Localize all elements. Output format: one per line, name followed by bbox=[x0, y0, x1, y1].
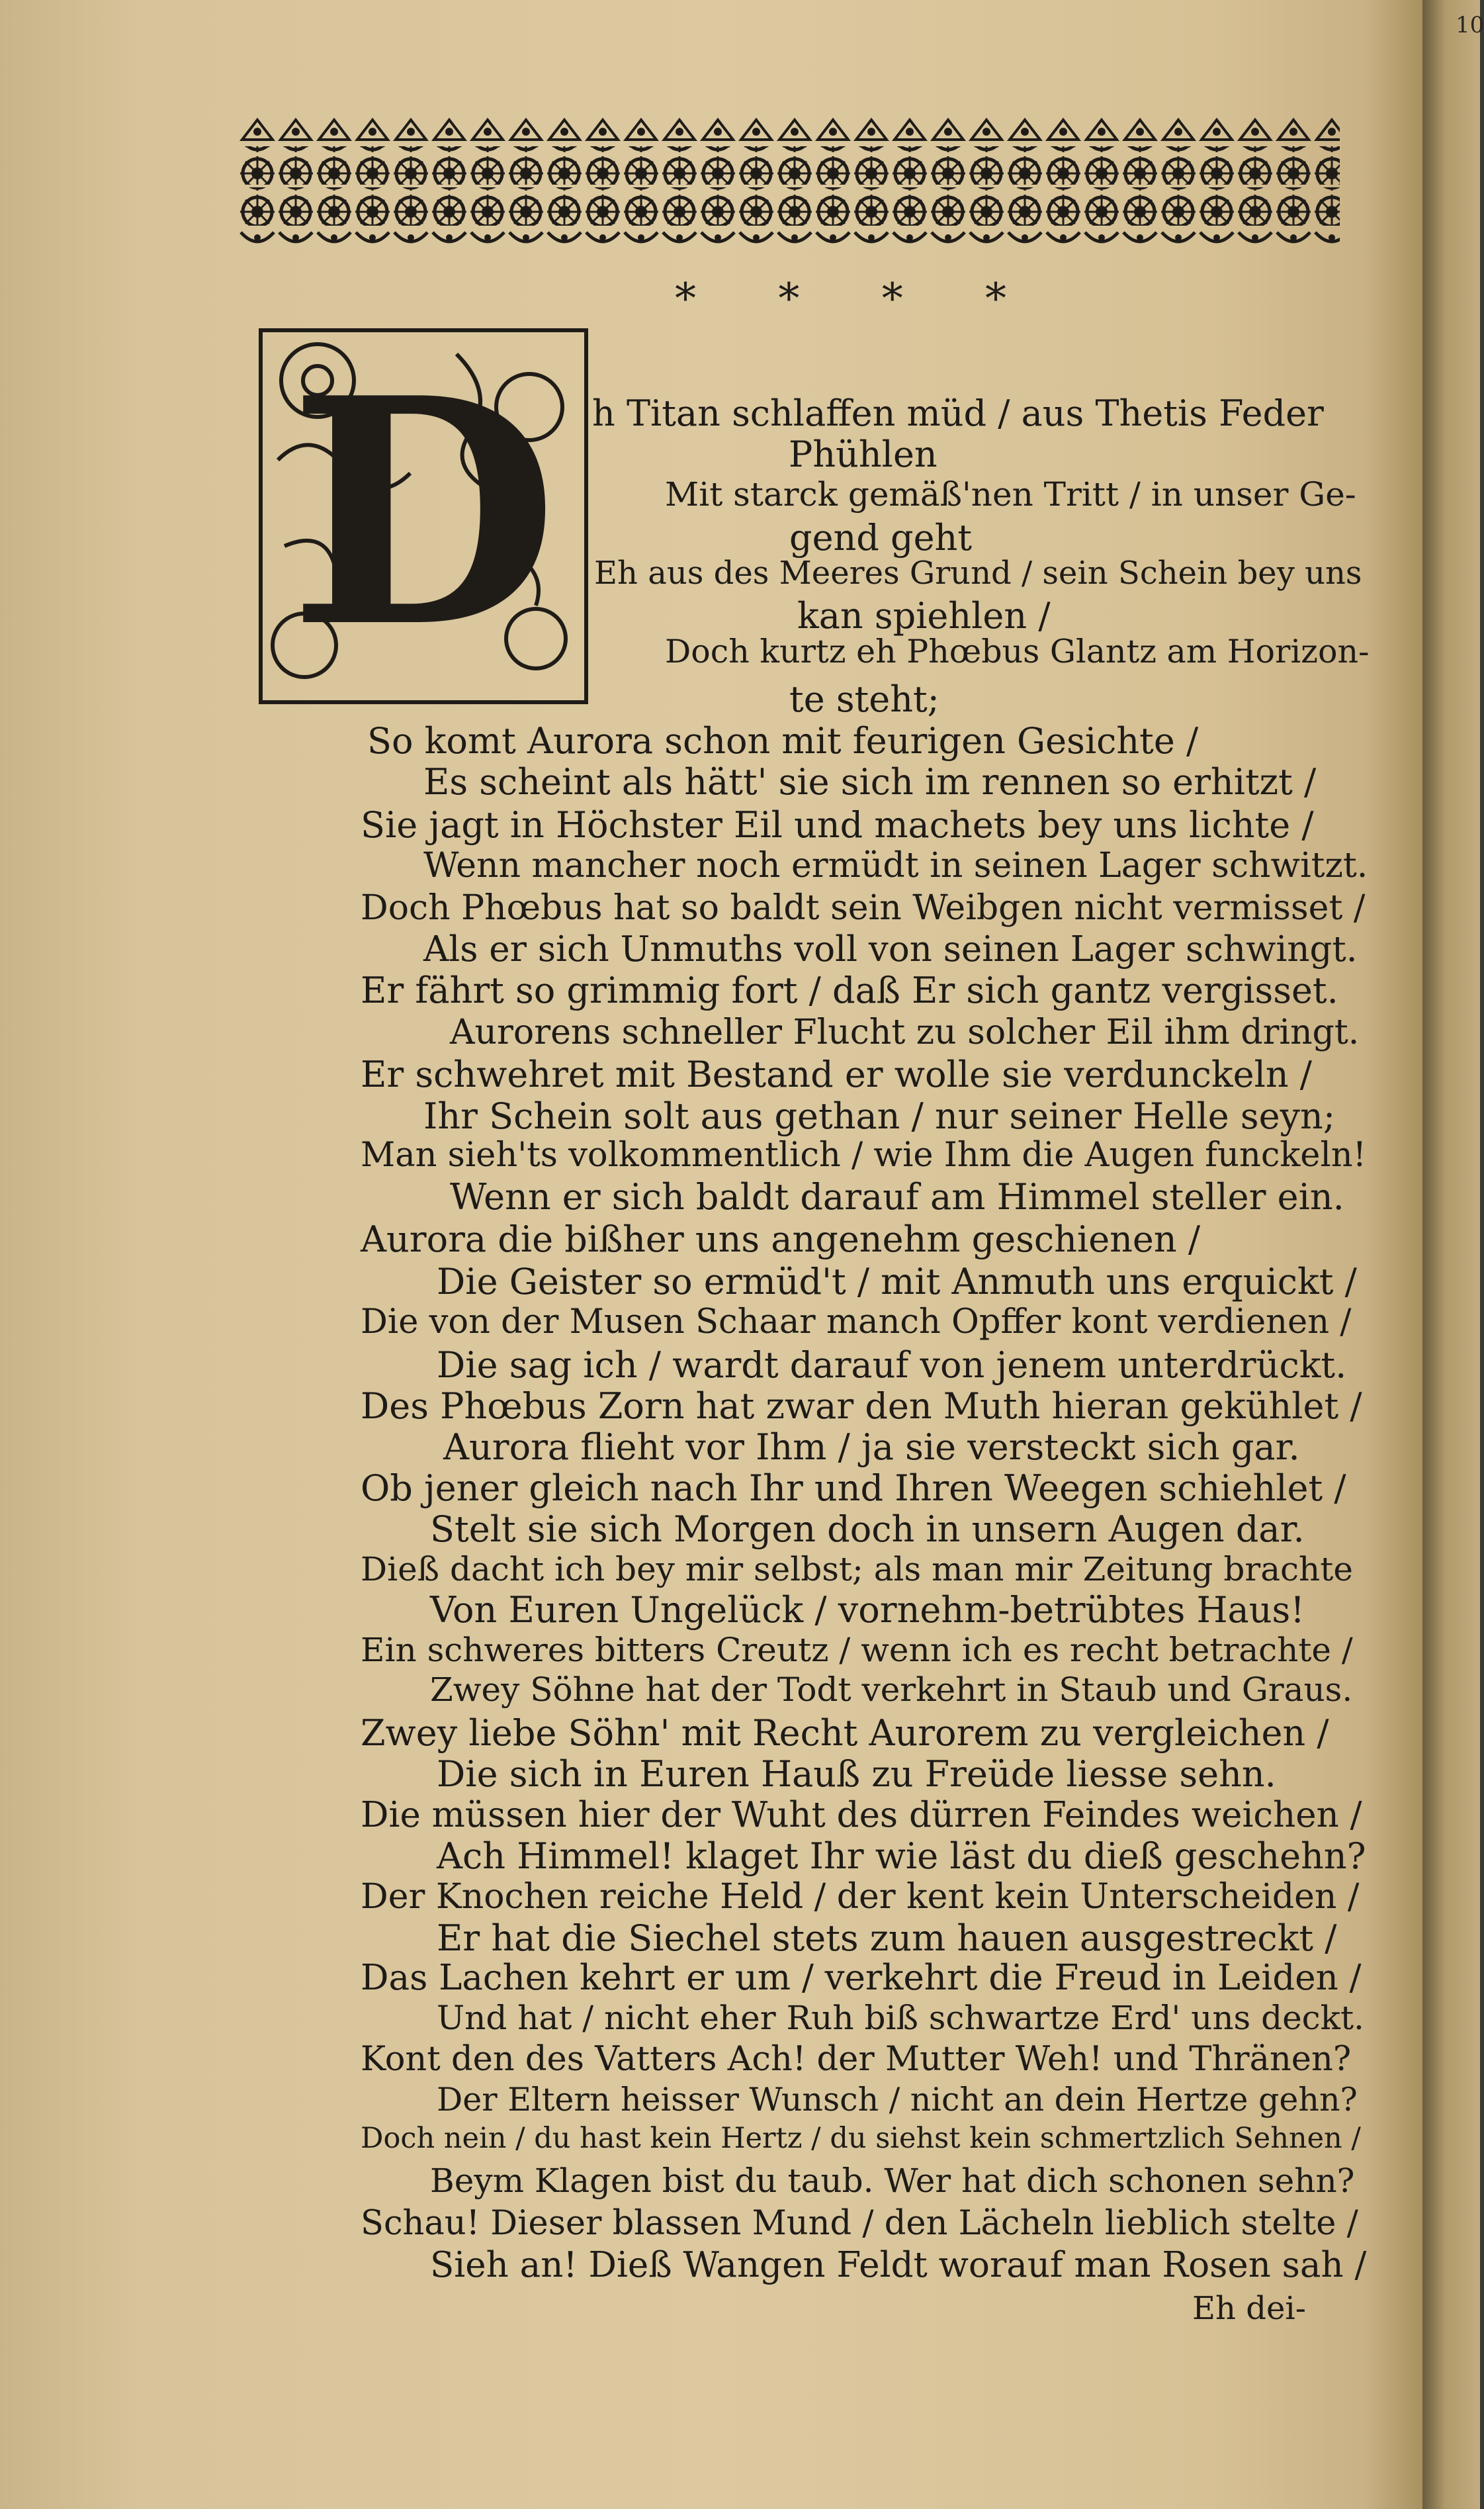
poem-line: Ob jener gleich nach Ihr und Ihren Weegen schiehlet / bbox=[361, 1467, 1346, 1509]
printers-ornament-band bbox=[238, 116, 1340, 255]
poem-line: Phühlen bbox=[789, 433, 938, 475]
asterisk-divider: * * * * bbox=[675, 275, 1041, 324]
poem-line: Und hat / nicht eher Ruh biß schwartze Erd' uns deckt. bbox=[437, 1999, 1364, 2037]
poem-line: Zwey Söhne hat der Todt verkehrt in Staub und Graus. bbox=[430, 1670, 1353, 1709]
poem-line: Zwey liebe Söhn' mit Recht Aurorem zu vergleichen / bbox=[361, 1712, 1329, 1754]
poem-line: Der Eltern heisser Wunsch / nicht an dein Hertze gehn? bbox=[437, 2081, 1358, 2119]
poem-line: Der Knochen reiche Held / der kent kein Unterscheiden / bbox=[361, 1877, 1360, 1917]
poem-line: Aurora die bißher uns angenehm geschienen / bbox=[361, 1218, 1201, 1260]
poem-line: Die von der Musen Schaar manch Opffer kont verdienen / bbox=[361, 1302, 1352, 1342]
poem-line: So komt Aurora schon mit feurigen Gesichte / bbox=[367, 720, 1199, 762]
poem-line: Wenn mancher noch ermüdt in seinen Lager schwitzt. bbox=[423, 846, 1368, 886]
poem-line: Aurora flieht vor Ihm / ja sie versteckt sich gar. bbox=[443, 1426, 1300, 1468]
poem-line: Stelt sie sich Morgen doch in unsern Augen dar. bbox=[430, 1508, 1305, 1550]
poem-line: Die sich in Euren Hauß zu Freüde liesse sehn. bbox=[437, 1753, 1276, 1795]
poem-line: Von Euren Ungelück / vornehm-betrübtes Haus! bbox=[430, 1589, 1305, 1631]
poem-line: Doch nein / du hast kein Hertz / du siehst kein schmertzlich Sehnen / bbox=[361, 2122, 1361, 2155]
poem-line: Eh aus des Meeres Grund / sein Schein bey uns bbox=[594, 555, 1362, 592]
poem-line: Er schwehret mit Bestand er wolle sie verdunckeln / bbox=[361, 1054, 1312, 1095]
poem-line: Des Phœbus Zorn hat zwar den Muth hieran gekühlet / bbox=[361, 1385, 1362, 1427]
poem-line: Als er sich Unmuths voll von seinen Lager schwingt. bbox=[423, 929, 1358, 970]
poem-line: gend geht bbox=[789, 517, 973, 559]
poem-line: Beym Klagen bist du taub. Wer hat dich schonen sehn? bbox=[430, 2162, 1355, 2200]
poem-line: Er hat die Siechel stets zum hauen ausgestreckt / bbox=[437, 1917, 1337, 1959]
poem-line: Es scheint als hätt' sie sich im rennen so erhitzt / bbox=[423, 761, 1317, 803]
poem-line: Dieß dacht ich bey mir selbst; als man mir Zeitung brachte bbox=[361, 1550, 1353, 1588]
poem-line: Er fährt so grimmig fort / daß Er sich gantz vergisset. bbox=[361, 970, 1338, 1011]
poem-line: Das Lachen kehrt er um / verkehrt die Freud in Leiden / bbox=[361, 1958, 1362, 1998]
poem-line: te steht; bbox=[789, 678, 939, 720]
poem-line: Wenn er sich baldt darauf am Himmel steller ein. bbox=[450, 1176, 1344, 1218]
poem-line: Ach Himmel! klaget Ihr wie läst du dieß geschehn? bbox=[437, 1835, 1366, 1877]
poem-line: Die müssen hier der Wuht des dürren Feindes weichen / bbox=[361, 1795, 1362, 1835]
catchword: Eh dei- bbox=[1192, 2290, 1306, 2327]
poem-line: Die sag ich / wardt darauf von jenem unterdrückt. bbox=[437, 1344, 1347, 1386]
poem-line: Doch Phœbus hat so baldt sein Weibgen nicht vermisset / bbox=[361, 888, 1366, 928]
page-number: 10 bbox=[1456, 12, 1484, 38]
initial-glyph: D bbox=[288, 330, 558, 696]
decorated-initial-letter bbox=[258, 328, 589, 705]
poem-line: Sie jagt in Höchster Eil und machets bey uns lichte / bbox=[361, 804, 1314, 846]
poem-line: Die Geister so ermüd't / mit Anmuth uns erquickt / bbox=[437, 1261, 1357, 1302]
next-page-edge bbox=[1422, 0, 1480, 2509]
poem-line: Aurorens schneller Flucht zu solcher Eil ihm dringt. bbox=[450, 1013, 1360, 1052]
poem-line: Kont den des Vatters Ach! der Mutter Weh! und Thränen? bbox=[361, 2040, 1352, 2079]
poem-line: Ein schweres bitters Creutz / wenn ich es recht betrachte / bbox=[361, 1631, 1353, 1669]
poem-line: Ihr Schein solt aus gethan / nur seiner Helle seyn; bbox=[423, 1095, 1336, 1137]
poem-line: Man sieh'ts volkommentlich / wie Ihm die Augen funckeln! bbox=[361, 1136, 1367, 1175]
poem-line: Schau! Dieser blassen Mund / den Lächeln lieblich stelte / bbox=[361, 2204, 1358, 2243]
poem-line: Mit starck gemäß'nen Tritt / in unser Ge- bbox=[665, 475, 1356, 514]
poem-line: h Titan schlaffen müd / aus Thetis Feder bbox=[592, 392, 1324, 434]
poem-line: Doch kurtz eh Phœbus Glantz am Horizon- bbox=[665, 633, 1370, 670]
poem-line: kan spiehlen / bbox=[797, 595, 1051, 637]
poem-line: Sieh an! Dieß Wangen Feldt worauf man Rosen sah / bbox=[430, 2245, 1367, 2285]
